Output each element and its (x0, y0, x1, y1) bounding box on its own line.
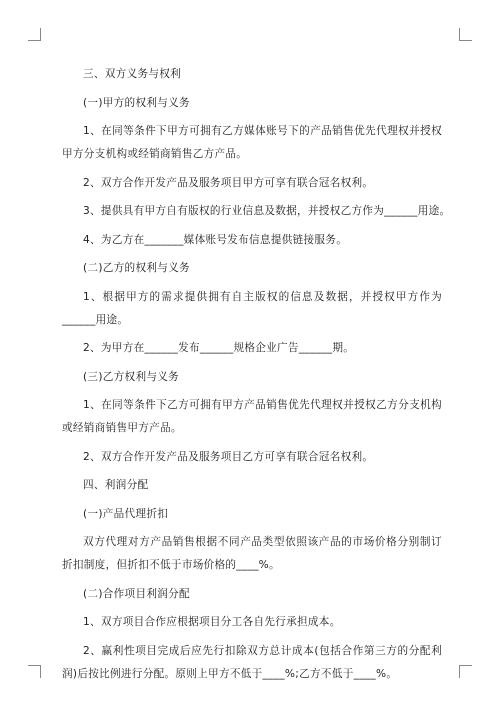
paragraph-c2: 2、双方合作开发产品及服务项目乙方可享有联合冠名权利。 (83, 450, 374, 463)
section-heading-profit: 四、利润分配 (83, 479, 149, 491)
section-heading-rights: 三、双方义务与权利 (83, 68, 182, 80)
crop-mark-top-right (459, 28, 472, 41)
paragraph-a4: 4、为乙方在_______媒体账号发布信息提供链接服务。 (83, 233, 348, 246)
paragraph-b2: 2、为甲方在______发布______规格企业广告______期。 (83, 342, 355, 354)
subheading-party-b-rights: (三)乙方权利与义务 (83, 370, 180, 383)
subheading-discount: (一)产品代理折扣 (83, 507, 169, 520)
subheading-party-b: (二)乙方的权利与义务 (83, 262, 190, 274)
paragraph-a2: 2、双方合作开发产品及服务项目甲方可享有联合冠名权利。 (83, 176, 374, 189)
subheading-party-a: (一)甲方的权利与义务 (83, 96, 190, 109)
paragraph-c1: 1、在同等条件下乙方可拥有甲方产品销售优先代理权并授权乙方分支机构或经销商销售甲方产品。 (62, 399, 442, 434)
paragraph-profit-2: 2、赢利性项目完成后应先行扣除双方总计成本(包括合作第三方的分配利润)后按比例进行分配。原则上甲方不低于____%;乙方不低于____%。 (62, 644, 442, 680)
paragraph-b1: 1、根据甲方的需求提供拥有自主版权的信息及数据，并授权甲方作为______用途。 (62, 290, 442, 326)
crop-mark-top-left (28, 28, 41, 41)
crop-mark-bottom-right (459, 665, 472, 678)
paragraph-discount: 双方代理对方产品销售根据不同产品类型依照该产品的市场价格分别制订折扣制度，但折扣不低于市场价格的____%。 (62, 536, 442, 571)
crop-mark-bottom-left (28, 665, 41, 678)
subheading-profit-share: (二)合作项目利润分配 (83, 587, 190, 600)
paragraph-profit-1: 1、双方项目合作应根据项目分工各自先行承担成本。 (83, 616, 341, 628)
paragraph-a3: 3、提供具有甲方自有版权的行业信息及数据，并授权乙方作为______用途。 (83, 205, 451, 217)
document-page (62, 63, 451, 691)
paragraph-a1: 1、在同等条件下甲方可拥有乙方媒体账号下的产品销售优先代理权并授权甲方分支机构或经销商销售乙方产品。 (62, 125, 442, 160)
